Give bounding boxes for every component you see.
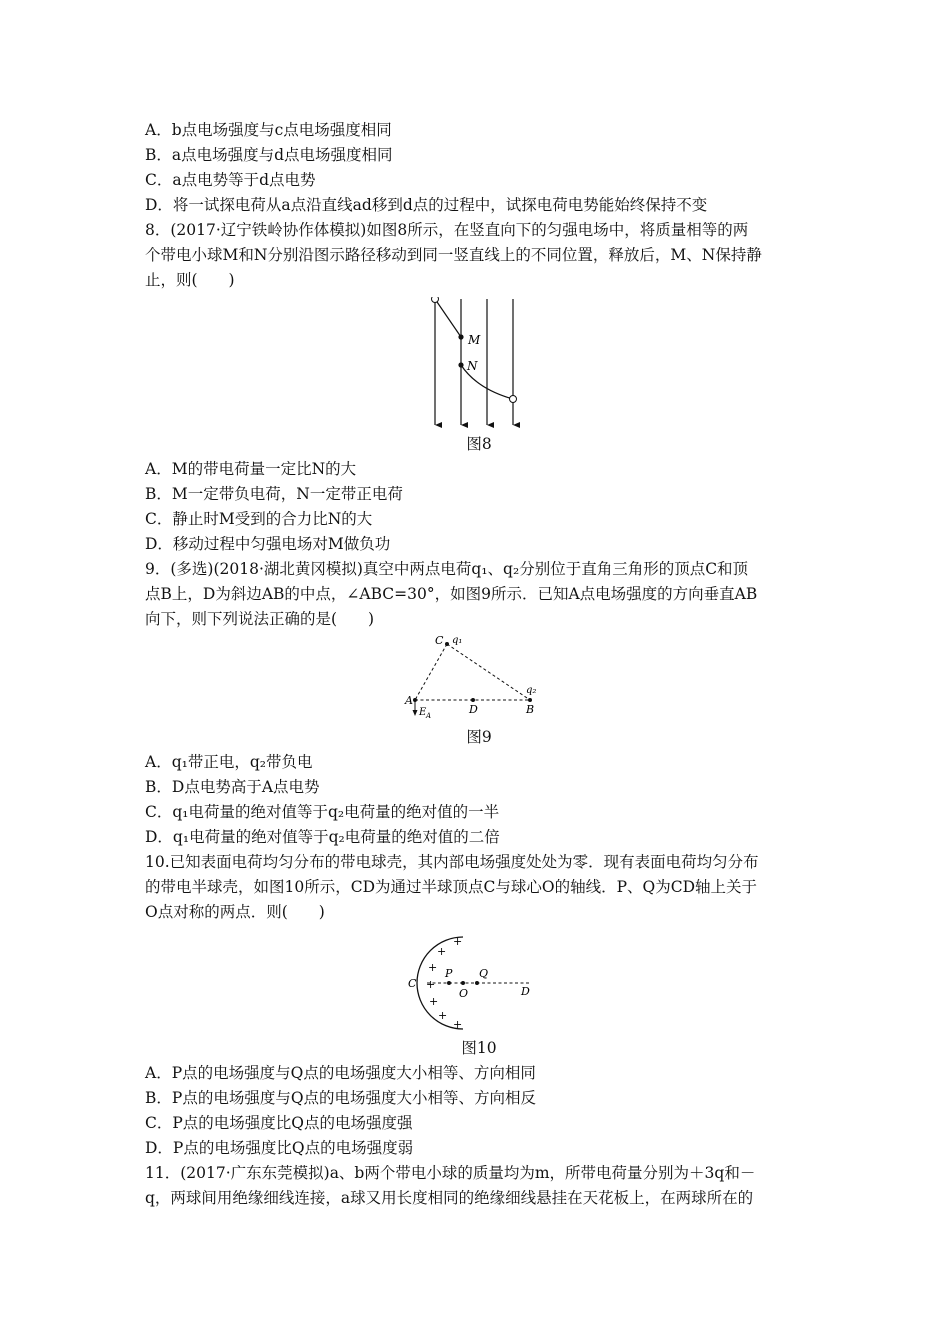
plus-sign-5: + [429,995,439,1008]
label-q: Q [479,967,489,980]
point-q [475,981,479,985]
q8-option-c: C．静止时M受到的合力比N的大 [145,510,373,528]
label-a: A [405,694,413,707]
point-d [471,698,475,702]
plus-sign-2: + [437,945,447,958]
figure-8-diagram [145,297,813,429]
q10-stem-line-3: O点对称的两点．则( ) [145,903,325,921]
q9-option-d: D．q₁电荷量的绝对值等于q₂电荷量的绝对值的二倍 [145,828,500,846]
figure-10 [145,933,813,1033]
figure-10-caption: 图10 [461,1039,497,1057]
q9-stem-line-2: 点B上，D为斜边AB的中点，∠ABC=30°，如图9所示．已知A点电场强度的方向垂直AB [145,585,758,603]
plus-sign-1: + [453,935,463,948]
label-b: B [526,703,535,716]
q8-option-d: D．移动过程中匀强电场对M做负功 [145,535,391,553]
start-point-m [432,297,439,303]
q9-stem-line-1: 9．(多选)(2018·湖北黄冈模拟)真空中两点电荷q₁、q₂分别位于直角三角形的顶点C和顶 [145,560,749,578]
edge-ca [415,644,447,700]
q8-stem-line-2: 个带电小球M和N分别沿图示路径移动到同一竖直线上的不同位置，释放后，M、N保持静 [145,246,762,264]
label-q1: q₁ [452,635,463,646]
q10-stem-line-2: 的带电半球壳，如图10所示，CD为通过半球顶点C与球心O的轴线．P、Q为CD轴上关于 [145,878,758,896]
label-q2: q₂ [526,685,537,696]
label-ea-sub: A [426,712,432,720]
label-o: O [459,987,469,1000]
q10-option-a: A．P点的电场强度与Q点的电场强度大小相等、方向相同 [145,1064,536,1082]
label-c: C [435,634,444,647]
figure-8 [145,297,813,429]
figure-10-diagram [145,933,813,1033]
q10-option-c: C．P点的电场强度比Q点的电场强度强 [145,1114,413,1132]
q9-option-c: C．q₁电荷量的绝对值等于q₂电荷量的绝对值的一半 [145,803,500,821]
label-ea: E [419,707,427,718]
path-m [435,299,461,337]
point-a [413,698,417,702]
q7-option-c: C．a点电势等于d点电势 [145,171,316,189]
q10-option-b: B．P点的电场强度与Q点的电场强度大小相等、方向相反 [145,1089,537,1107]
figure-9 [145,634,813,720]
plus-sign-4: + [426,978,436,991]
label-d: D [521,985,530,998]
q11-stem-line-2: q，两球间用绝缘细线连接，a球又用长度相同的绝缘细线悬挂在天花板上，在两球所在的 [145,1189,754,1207]
document-page [145,118,813,1211]
figure-9-diagram [145,634,813,720]
label-m: M [468,333,481,347]
point-c [445,642,449,646]
q7-option-b: B．a点电场强度与d点电场强度相同 [145,146,393,164]
point-o [461,981,465,985]
plus-sign-7: + [453,1018,463,1031]
ball-m [458,334,463,339]
q9-option-a: A．q₁带正电，q₂带负电 [145,753,313,771]
q9-option-b: B．D点电势高于A点电势 [145,778,320,796]
q8-option-a: A．M的带电荷量一定比N的大 [145,460,357,478]
q11-stem-line-1: 11．(2017·广东东莞模拟)a、b两个带电小球的质量均为m，所带电荷量分别为＋3q和－ [145,1164,756,1182]
start-point-n [510,396,517,403]
arrow-ea-head [413,710,418,716]
point-b [528,698,532,702]
figure-9-caption: 图9 [466,728,492,746]
plus-sign-3: + [428,961,438,974]
plus-sign-6: + [438,1009,448,1022]
edge-cb [447,644,530,700]
label-p: P [445,967,453,980]
ball-n [458,362,463,367]
q10-option-d: D．P点的电场强度比Q点的电场强度弱 [145,1139,414,1157]
q8-stem-line-3: 止，则( ) [145,271,235,289]
label-n: N [467,359,478,373]
q7-option-d: D．将一试探电荷从a点沿直线ad移到d点的过程中，试探电荷电势能始终保持不变 [145,196,708,214]
q8-option-b: B．M一定带负电荷，N一定带正电荷 [145,485,403,503]
point-p [447,981,451,985]
figure-8-caption: 图8 [466,435,492,453]
label-d: D [469,703,478,716]
q7-option-a: A．b点电场强度与c点电场强度相同 [145,121,392,139]
label-c: C [408,977,417,990]
q9-stem-line-3: 向下，则下列说法正确的是( ) [145,610,375,628]
q10-stem-line-1: 10.已知表面电荷均匀分布的带电球壳，其内部电场强度处处为零．现有表面电荷均匀分布 [145,853,759,871]
q8-stem-line-1: 8．(2017·辽宁铁岭协作体模拟)如图8所示，在竖直向下的匀强电场中，将质量相等的两 [145,221,749,239]
